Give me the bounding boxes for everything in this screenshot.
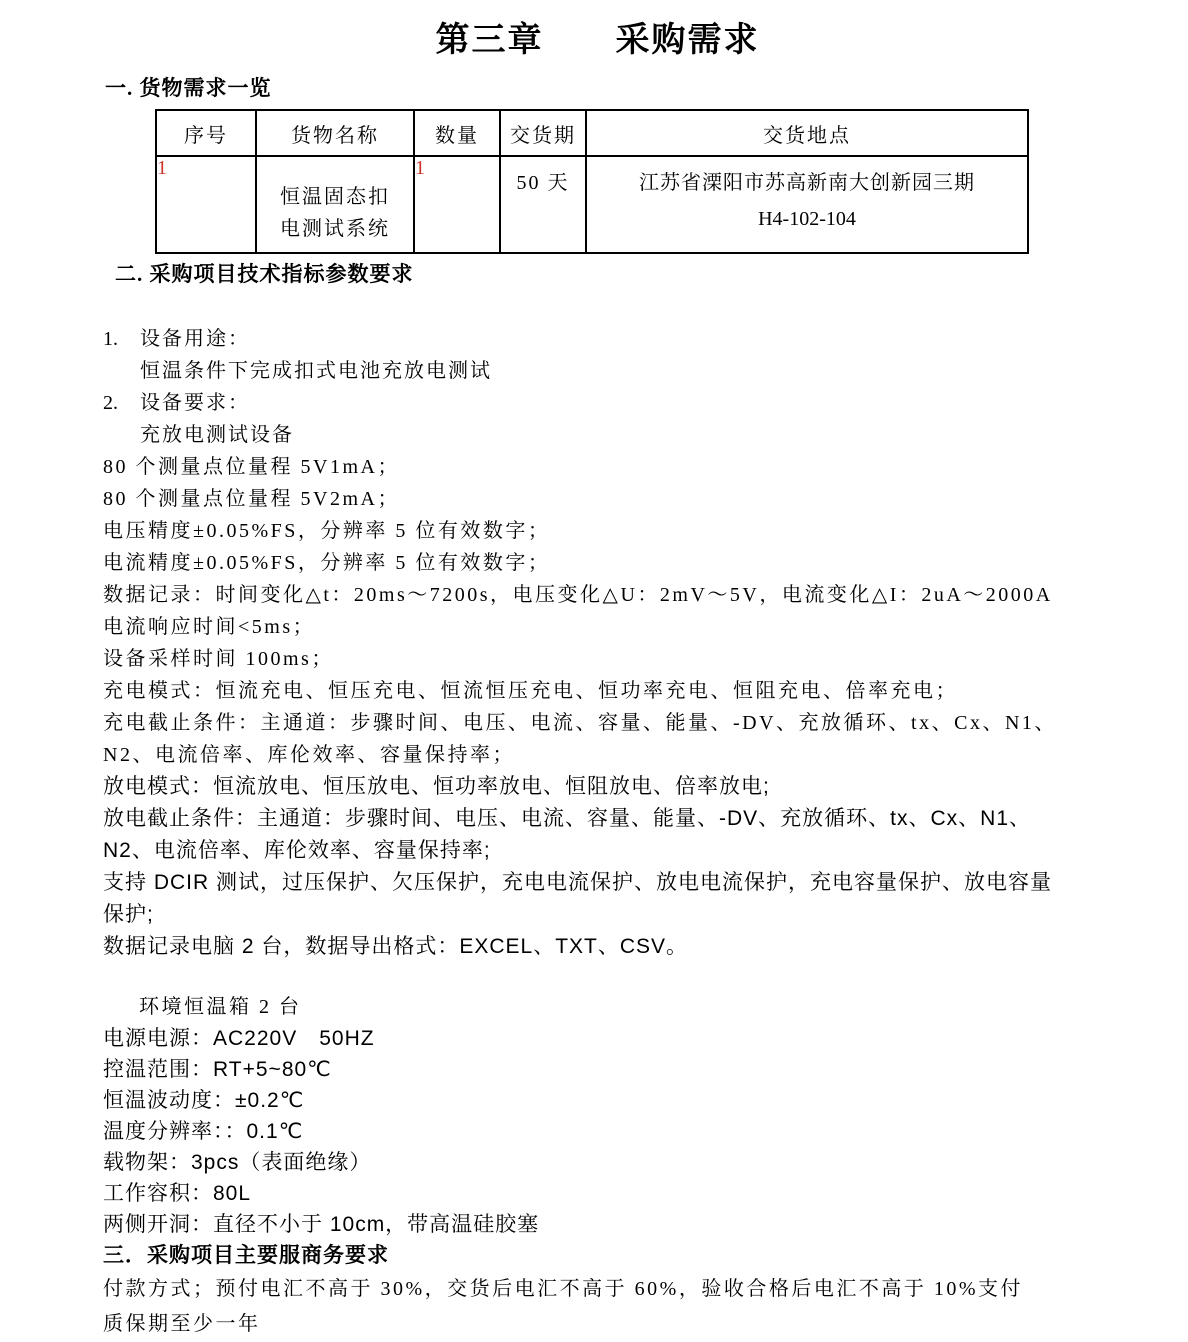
list-item [103, 419, 1092, 451]
delivery-location-line-1: 江苏省溧阳市苏高新南大创新园三期 [639, 172, 975, 194]
table-header-row [156, 110, 1028, 156]
chamber-spec-line: 电源电源：AC220V 50HZ [103, 1027, 375, 1050]
list-item-number: 1. [103, 328, 118, 350]
warranty-line: 质保期至少一年 [103, 1313, 261, 1335]
goods-name-line-2: 电测试系统 [280, 217, 390, 240]
spec-line: 电流响应时间<5ms； [103, 616, 316, 638]
spec-line: 支持 DCIR 测试，过压保护、欠压保护，充电电流保护、放电电流保护，充电容量保护、放电容量 [103, 871, 1052, 894]
list-item [103, 323, 1092, 355]
list-item [103, 387, 1092, 419]
list-item-text: 恒温条件下完成扣式电池充放电测试 [140, 360, 492, 382]
blank-line [103, 963, 1092, 991]
delivery-location-line-2: H4-102-104 [758, 208, 856, 230]
list-item-number [103, 419, 140, 451]
list-item-number [103, 355, 140, 387]
col-header-delivery-time: 交货期 [500, 110, 586, 156]
list-item-text: 设备要求： [140, 392, 250, 414]
col-header-delivery-location: 交货地点 [586, 110, 1028, 156]
cell-quantity: 1 [414, 156, 500, 253]
chamber-title: 环境恒温箱 2 台 [139, 996, 302, 1018]
list-item-number: 2. [103, 392, 118, 414]
spec-line: 设备采样时间 100ms； [103, 648, 334, 670]
col-header-goods-name: 货物名称 [256, 110, 414, 156]
cell-serial-number: 1 [156, 156, 256, 253]
spec-line: 充电截止条件：主通道：步骤时间、电压、电流、容量、能量、-DV、充放循环、tx、Cx、N1、 [103, 712, 1057, 734]
chamber-spec-line: 温度分辨率：：0.1℃ [103, 1120, 304, 1143]
cell-delivery-location [586, 156, 1028, 253]
list-item-text: 设备用途： [140, 328, 250, 350]
cell-goods-name [256, 156, 414, 253]
spec-line: 放电模式：恒流放电、恒压放电、恒功率放电、恒阻放电、倍率放电; [103, 775, 770, 798]
spec-line: N2、电流倍率、库伦效率、容量保持率; [103, 839, 491, 862]
chamber-spec-line: 载物架：3pcs（表面绝缘） [103, 1151, 372, 1174]
col-header-serial: 序号 [156, 110, 256, 156]
spec-line: 保护; [103, 903, 154, 926]
section-2-body [103, 323, 1092, 1240]
spec-line: 数据记录：时间变化△t：20ms～7200s，电压变化△U：2mV～5V，电流变化△I：2uA～2000A [103, 584, 1053, 606]
chamber-spec-line: 控温范围：RT+5~80℃ [103, 1058, 332, 1081]
chamber-spec-line: 恒温波动度：±0.2℃ [103, 1089, 305, 1112]
section-2-heading: 二. 采购项目技术指标参数要求 [115, 262, 414, 286]
payment-terms-line: 付款方式；预付电汇不高于 30%，交货后电汇不高于 60%，验收合格后电汇不高于 10%支付 [103, 1278, 1023, 1300]
chapter-title: 第三章 采购需求 [435, 22, 760, 59]
spec-line: 80 个测量点位量程 5V1mA； [103, 456, 400, 478]
spec-line: 放电截止条件：主通道：步骤时间、电压、电流、容量、能量、-DV、充放循环、tx、Cx、N1、 [103, 807, 1032, 830]
list-item-text: 充放电测试设备 [140, 424, 294, 446]
chamber-spec-line: 工作容积：80L [103, 1182, 252, 1205]
list-item [103, 355, 1092, 387]
spec-line: 数据记录电脑 2 台，数据导出格式：EXCEL、TXT、CSV。 [103, 935, 689, 958]
goods-table [155, 109, 1029, 254]
spec-line: 充电模式：恒流充电、恒压充电、恒流恒压充电、恒功率充电、恒阻充电、倍率充电； [103, 680, 958, 702]
cell-delivery-time: 50 天 [500, 156, 586, 253]
chamber-spec-line: 两侧开洞：直径不小于 10cm，带高温硅胶塞 [103, 1213, 540, 1236]
spec-line: 电流精度±0.05%FS，分辨率 5 位有效数字； [103, 552, 551, 574]
section-3-heading: 三．采购项目主要服商务要求 [103, 1244, 389, 1267]
section-1-heading: 一. 货物需求一览 [105, 76, 272, 100]
spec-line: 80 个测量点位量程 5V2mA； [103, 488, 400, 510]
spec-line: 电压精度±0.05%FS，分辨率 5 位有效数字； [103, 520, 551, 542]
col-header-quantity: 数量 [414, 110, 500, 156]
goods-name-line-1: 恒温固态扣 [280, 185, 390, 208]
table-row [156, 156, 1028, 253]
spec-line: N2、电流倍率、库伦效率、容量保持率； [103, 744, 515, 766]
